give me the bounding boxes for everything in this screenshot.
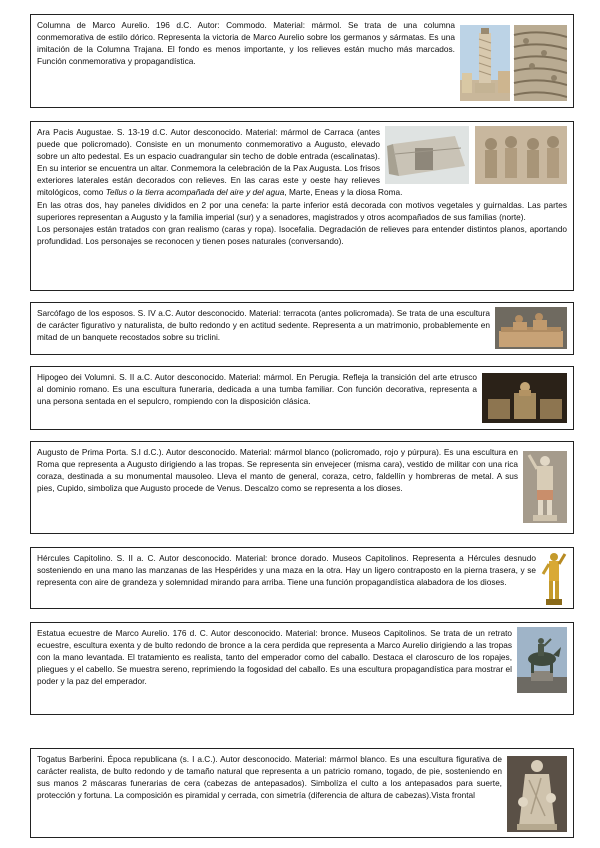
card-sarcofago: [30, 302, 574, 355]
card-paragraph: En las otras dos, hay paneles divididos en 2 por una cenefa: la parte inferior está decorada con motivos vegetales y guirnaldas. Las partes superiores representan a Augusto y la familia imperial (sur) y a senadores, magistrados y otros acompañados de sus familias (norte).: [37, 199, 567, 222]
card-title: Hércules Capitolino. S. II a. C. Autor desconocido.: [37, 553, 232, 563]
card-estatua-ecuestre: [30, 622, 574, 715]
card-text: , Marte, Eneas y la diosa Roma.: [284, 187, 403, 198]
card-text: Material: bronce dorado. Museos Capitolinos. Representa a Hércules desnudo sosteniendo en una mano las manzanas de las Hespérides y una maza en la otra. Hay un ligero contraposto en la pierna trasera, y se representa con aire de grandeza y solemnidad mirando para arriba. Tiene una función propagandística alabadora de los dioses.: [37, 553, 537, 588]
column-photos: [460, 25, 567, 101]
card-text: Material: terracota (antes policromada). Se trata de una escultura de carácter figurativo y naturalista, de bulto redondo y en actitud sedente. Representa a un matrimonio, probablemente en mitad de un banquete recostados sobre su triclini.: [37, 308, 491, 343]
card-hercules-capitolino: [30, 547, 574, 609]
card-text: Material: mármol blanco. Es una escultura figurativa de carácter realista, de bulto redondo y de tamaño natural que representa a un patricio romano, togado, de pie, sosteniendo en sus manos 2 máscaras funerarias de cera (cabezas de antepasados). Simbolíza el culto a los antepasados para suerte, protección y fortuna. La composición es piramidal y cerrada, con simetría (diferencia de altura de cabezas).Vista frontal: [37, 754, 502, 801]
hypogeum-photo: [482, 373, 567, 423]
togatus-photo: [507, 756, 567, 832]
card-text: Material: mármol blanco (policromado, rojo y púrpura). Es una escultura en Roma que representa a Augusto dirigiendo a las tropas. Se representa sin envejecer (misma cara), vestido de militar con una rica coraza, destinada a su monumental mausoleo. Lleva el manto de general, coraza, cetro, faldellín y hombreras de metal. A sus pies, Cupido, simboliza que Augusto procede de Venus. Descalzo como se representa a los dioses.: [37, 447, 518, 494]
sarcophagus-photo: [495, 307, 567, 349]
card-title: Togatus Barberini. Época republicana (s. I a.C.). Autor desconocido.: [37, 754, 292, 764]
card-ara-pacis: [30, 121, 574, 291]
card-title: Estatua ecuestre de Marco Aurelio. 176 d. C. Autor desconocido.: [37, 628, 283, 638]
hercules-photo: [541, 550, 567, 606]
card-italic-text: Tellus o la tierra acompañada del aire y del agua: [105, 187, 285, 198]
card-title: Augusto de Prima Porta. S.I d.C.). Autor desconocido.: [37, 447, 238, 457]
augustus-photo: [523, 451, 567, 523]
card-hipogeo-volumni: [30, 366, 574, 430]
card-title: Ara Pacis Augustae. S. 13-19 d.C. Autor desconocido.: [37, 127, 243, 137]
card-text: Material: mármol. En Perugia. Refleja la transición del arte etrusco al dominio romano. Es una escultura funeraria, dedicada a una tumba familiar. Con función decorativa, representa a una persona sentada en el sepulcro, rompiendo con la disposición clásica.: [37, 372, 477, 407]
card-text: Material: mármol de Carraca (antes puede que policromado). Consiste en un monumento conmemorativo a Augusto, elevado sobre un alto pedestal. Es un espacio cuadrangular sin techo de doble entrada (escalinatas). En su interior se encuentra un altar. Conmemora la celebración de la Pax Augusta. Los frisos exteriores laterales están decorados con relieves. En las caras este y oeste hay relieves mitológicos, como: [37, 127, 380, 198]
card-columna-marco-aurelio: [30, 14, 574, 108]
card-title: Hipogeo dei Volumni. S. II a.C. Autor desconocido.: [37, 372, 227, 382]
card-togatus-barberini: [30, 748, 574, 838]
card-text: Se trata de una columna conmemorativa de estilo dórico. Representa la victoria de Marco Aurelio sobre los germanos y sármatas. Es una imitación de la Columna Trajana. El fondo es menos importante, y los relieves están mucho más marcados. Función conmemorativa y propagandística.: [37, 20, 455, 67]
card-title: Columna de Marco Aurelio. 196 d.C. Autor: Commodo. Material: mármol.: [37, 20, 342, 30]
card-text: Material: bronce. Museos Capitolinos. Se trata de un retrato ecuestre, escultura exenta y de bulto redondo de bronce a la cera perdida que representa a Marco Aurelio dirigiendo a las tropas con la mano levantada. El tratamiento es realista, tanto del emperador como del caballo. Destaca el claroscuro de los ropajes, pliegues y el cabello. Se muestra sereno, reprimiendo la fogosidad del caballo. Es una escultura propagandística para mostrar el poder y la paz del emperador.: [37, 628, 512, 687]
card-augusto-prima-porta: [30, 441, 574, 534]
card-paragraph: Los personajes están tratados con gran realismo (caras y ropa). Isocefalia. Degradación de relieves para entender distintos planos, aportando profundidad. Los personajes se reconocen y tienen poses naturales (conversando).: [37, 223, 567, 246]
equestrian-statue-photo: [517, 627, 567, 693]
card-title: Sarcófago de los esposos. S. IV a.C. Autor desconocido.: [37, 308, 247, 318]
ara-pacis-photos: [385, 126, 567, 184]
